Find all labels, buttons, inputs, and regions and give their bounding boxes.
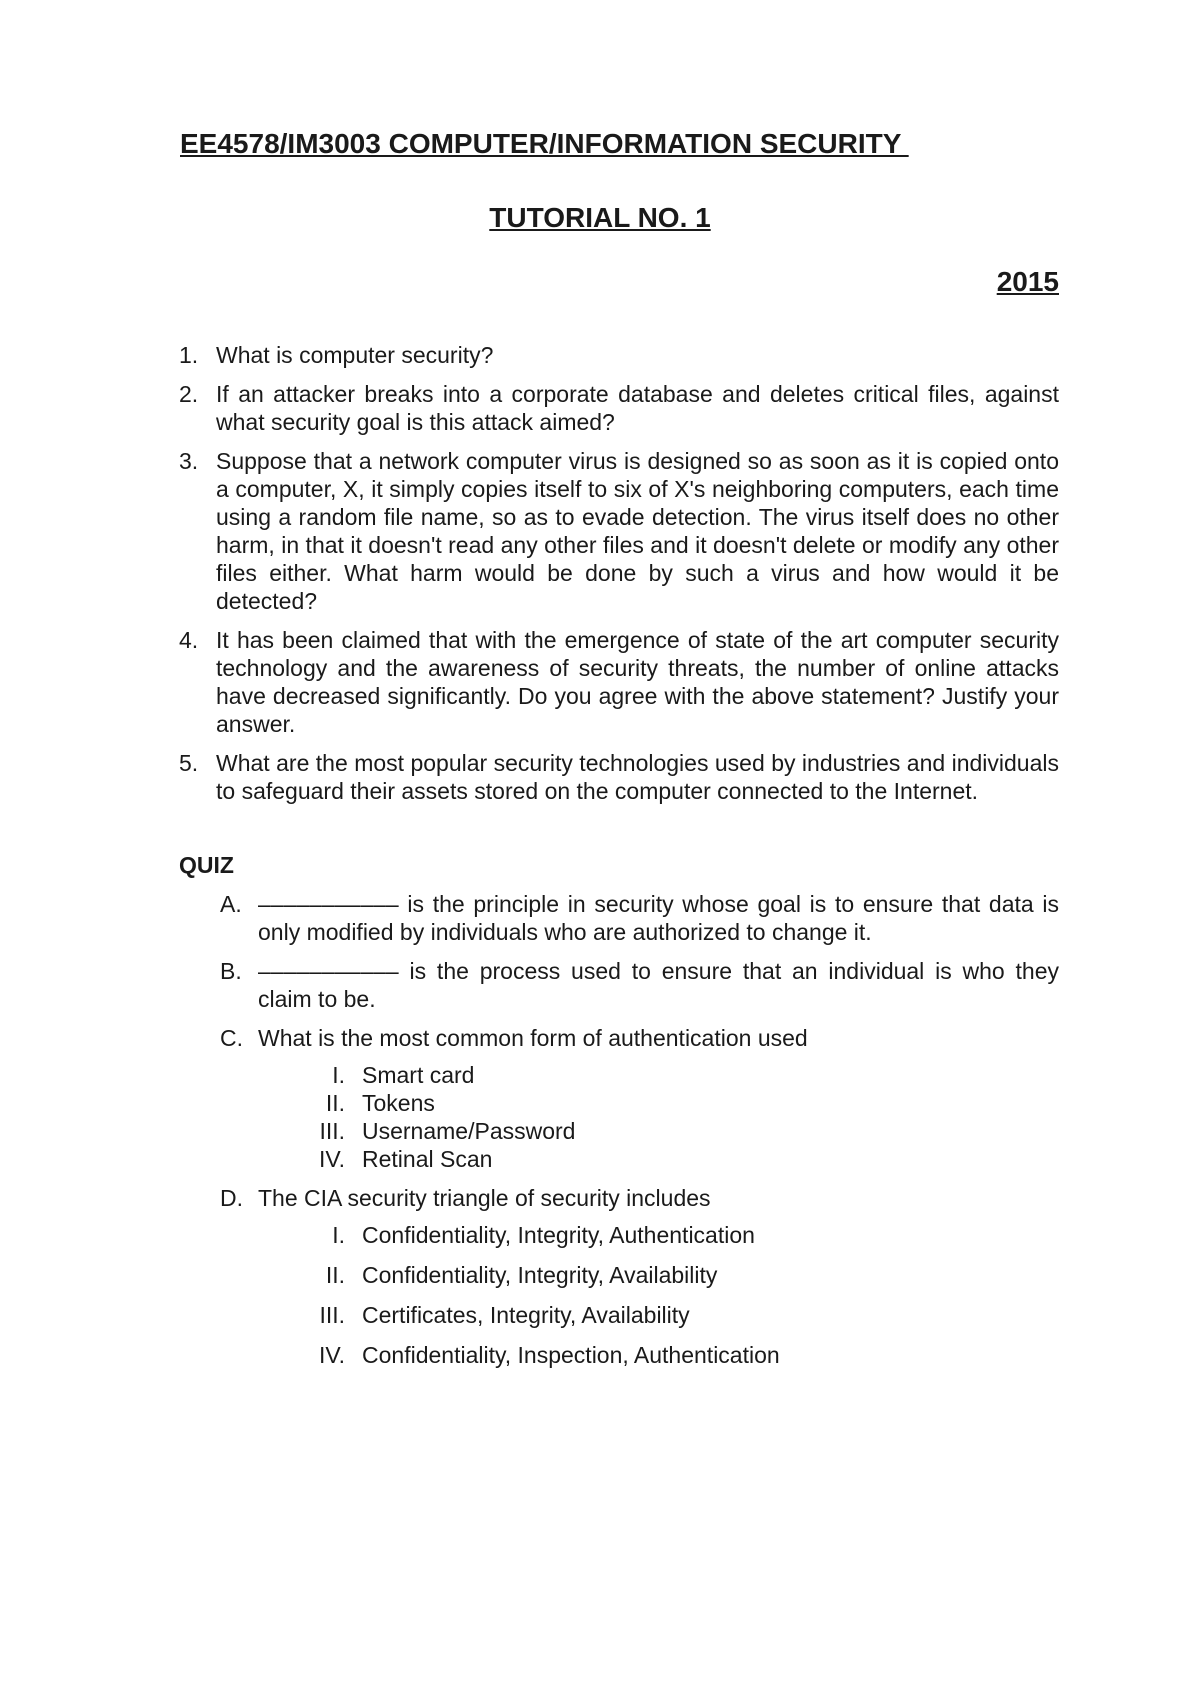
question-text: Suppose that a network computer virus is designed so as soon as it is copied onto a computer, X, it simply copies itself to six of X's neighboring computers, each time using a random file name, so as to evade detection. The virus itself does no other harm, in that it doesn't read any other files and it doesn't delete or modify any other files either. What harm would be done by such a virus and how would it be detected? [216,448,1059,614]
quiz-item-text: The CIA security triangle of security includes [258,1185,711,1211]
option-list [258,1221,1059,1369]
quiz-item [220,1024,1059,1173]
option-text: Confidentiality, Integrity, Authentication [362,1222,755,1248]
option-text: Retinal Scan [362,1146,493,1172]
option-number: III. [319,1118,345,1144]
question-text: It has been claimed that with the emergence of state of the art computer security technology and the awareness of security threats, the number of online attacks have decreased significantly. Do you agree with the above statement? Justify your answer. [216,627,1059,737]
option-item [258,1261,1059,1289]
option-text: Confidentiality, Inspection, Authentication [362,1342,780,1368]
question-number: 4. [179,627,199,653]
option-list [258,1061,1059,1173]
year-heading: 2015 [996,266,1059,297]
question-item [179,626,1059,738]
option-item [258,1089,1059,1117]
quiz-heading: QUIZ [179,852,234,878]
quiz-item-text: What is the most common form of authentication used [258,1025,808,1051]
option-text: Confidentiality, Integrity, Availability [362,1262,718,1288]
quiz-item-letter: C. [220,1025,243,1051]
tutorial-heading: TUTORIAL NO. 1 [489,202,711,233]
quiz-item-text: ––––––––––– is the principle in security whose goal is to ensure that data is only modified by individuals who are authorized to change it. [258,891,1059,945]
option-item [258,1341,1059,1369]
question-number: 2. [179,381,199,407]
quiz-item [220,957,1059,1013]
quiz-item-letter: B. [220,958,242,984]
question-text: What is computer security? [216,342,494,368]
option-number: I. [332,1222,345,1248]
option-text: Tokens [362,1090,435,1116]
option-text: Username/Password [362,1118,576,1144]
option-item [258,1061,1059,1089]
option-item [258,1145,1059,1173]
quiz-item [220,890,1059,946]
option-number: II. [325,1090,345,1116]
option-number: III. [319,1302,345,1328]
option-text: Certificates, Integrity, Availability [362,1302,690,1328]
option-number: IV. [318,1342,345,1368]
option-number: II. [325,1262,345,1288]
option-text: Smart card [362,1062,475,1088]
option-item [258,1221,1059,1249]
question-number: 5. [179,750,199,776]
quiz-item-letter: A. [220,891,242,917]
question-number: 3. [179,448,199,474]
question-item [179,749,1059,805]
quiz-list [220,890,1059,1381]
option-number: IV. [318,1146,345,1172]
document-title: EE4578/IM3003 COMPUTER/INFORMATION SECURITY [180,128,909,159]
question-item [179,380,1059,436]
question-item [179,447,1059,615]
question-text: What are the most popular security technologies used by industries and individuals to safeguard their assets stored on the computer connected to the Internet. [216,750,1059,804]
question-item [179,341,1059,369]
option-item [258,1301,1059,1329]
option-item [258,1117,1059,1145]
option-number: I. [332,1062,345,1088]
question-text: If an attacker breaks into a corporate database and deletes critical files, against what security goal is this attack aimed? [216,381,1059,435]
quiz-item-text: ––––––––––– is the process used to ensure that an individual is who they claim to be. [258,958,1059,1012]
quiz-item-letter: D. [220,1185,243,1211]
question-number: 1. [179,342,199,368]
quiz-item [220,1184,1059,1369]
question-list [179,341,1059,816]
